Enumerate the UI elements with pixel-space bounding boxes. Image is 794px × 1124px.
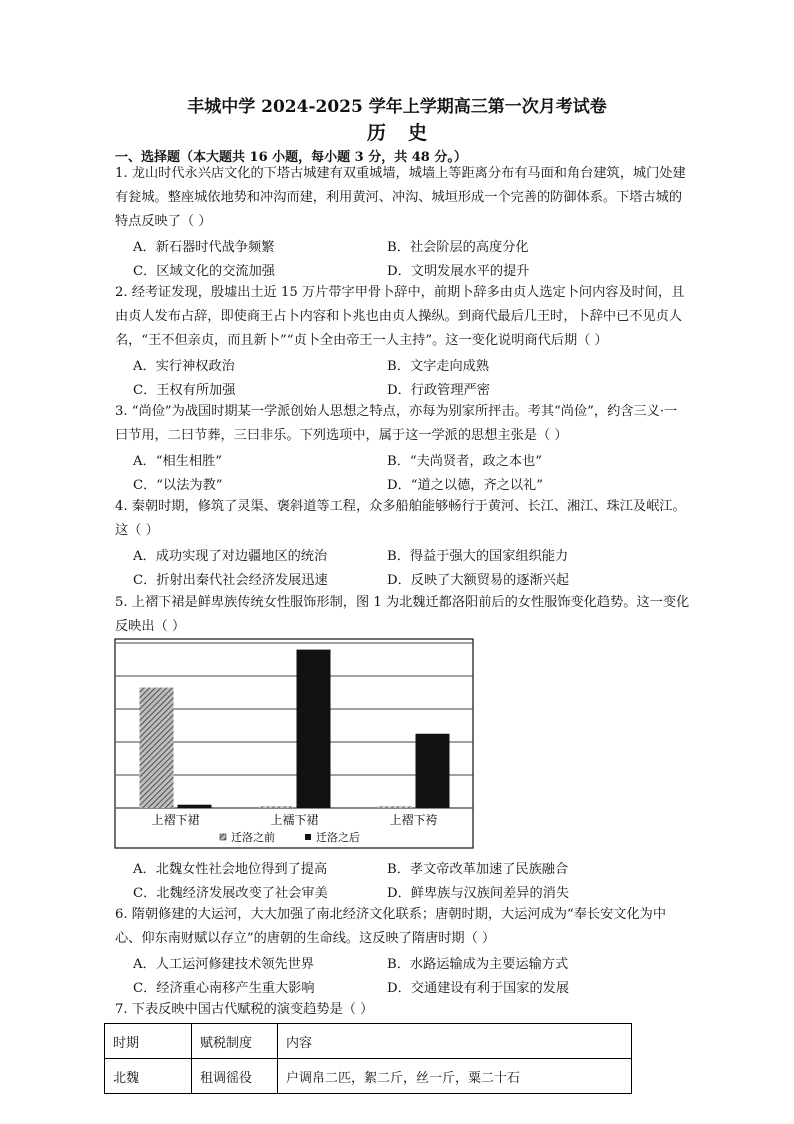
subject-title: 历史 [366,122,449,144]
exam-title: 丰城中学 2024-2025 学年上学期高三第一次月考试卷 [187,97,607,117]
q2-option-c: C．王权有所加强 [133,383,236,398]
clothing-bar-chart [114,638,476,850]
question-7-stem: 7. 下表反映中国古代赋税的演变趋势是（ ） [115,1002,374,1017]
category-label: 上襦下裙 [270,813,319,827]
q2-option-d: D．行政管理严密 [387,383,490,398]
table-row [105,1059,632,1094]
clothing-chart [114,638,476,850]
q4-option-b: B．得益于强大的国家组织能力 [387,549,569,564]
q3-option-d: D．“道之以德，齐之以礼” [387,478,543,493]
bar-after [178,805,212,808]
q3-option-a: A．“相生相胜” [133,454,222,469]
bar-before [378,806,412,808]
question-6-stem: 6. 隋朝修建的大运河，大大加强了南北经济文化联系；唐朝时期，大运河成为“奉长安文化为中心、仰东南财赋以存立”的唐朝的生命线。这反映了隋唐时期（ ） [115,907,667,946]
table-header-cell: 赋税制度 [192,1024,278,1059]
table-cell: 北魏 [105,1059,192,1094]
q3-option-c: C．“以法为教” [133,478,223,493]
bar-before [140,688,174,808]
q5-option-a: A．北魏女性社会地位得到了提高 [133,862,328,877]
category-label: 上褶下袴 [389,813,438,827]
question-2-stem: 2. 经考证发现，殷墟出土近 15 万片带字甲骨卜辞中，前期卜辞多由贞人选定卜问内容及时间，且由贞人发布占辞，即使商王占卜内容和卜兆也由贞人操纵。到商代最后几王时，卜辞中已不见贞人名，“王不但亲贞，而且新卜”“贞卜全由帝王一人主持”。这一变化说明商代后期（ ） [115,285,685,348]
legend-swatch-before [220,834,226,840]
q5-option-d: D．鲜卑族与汉族间差异的消失 [387,886,570,901]
q6-option-b: B．水路运输成为主要运输方式 [387,957,569,972]
question-5-stem: 5. 上褶下裙是鲜卑族传统女性服饰形制，图 1 为北魏迁都洛阳前后的女性服饰变化趋势。这一变化反映出（ ） [115,595,690,634]
table-header-cell: 内容 [278,1024,632,1059]
bar-before [259,806,293,808]
q1-option-c: C．区域文化的交流加强 [133,264,275,279]
legend-label-after: 迁洛之后 [316,831,360,844]
bar-after [297,650,331,808]
q1-option-d: D．文明发展水平的提升 [387,264,530,279]
q2-option-b: B．文字走向成熟 [387,359,490,374]
q4-option-d: D．反映了大额贸易的逐渐兴起 [387,573,570,588]
question-1-stem: 1. 龙山时代永兴店文化的下塔古城建有双重城墙，城墙上等距离分布有马面和角台建筑，城门处建有瓮城。整座城依地势和冲沟而建，利用黄河、冲沟、城垣形成一个完善的防御体系。下塔古城的特点反映了（ ） [115,166,686,229]
q1-option-b: B．社会阶层的高度分化 [387,240,529,255]
tax-table [104,1023,632,1094]
q5-option-c: C．北魏经济发展改变了社会审美 [133,886,328,901]
table-cell: 户调帛二匹，絮二斤，丝一斤，粟二十石 [278,1059,632,1094]
table-cell: 租调徭役 [192,1059,278,1094]
q6-option-d: D．交通建设有利于国家的发展 [387,981,570,996]
table-header-cell: 时期 [105,1024,192,1059]
question-3-stem: 3. “尚俭”为战国时期某一学派创始人思想之特点，亦每为别家所抨击。考其“尚俭”，约含三义·一曰节用，二曰节葬，三曰非乐。下列选项中，属于这一学派的思想主张是（ ） [115,404,678,443]
table-header-row [105,1024,632,1059]
bar-after [416,734,450,808]
q1-option-a: A．新石器时代战争频繁 [133,240,275,255]
q6-option-c: C．经济重心南移产生重大影响 [133,981,315,996]
legend-swatch-after [305,834,311,840]
q4-option-a: A．成功实现了对边疆地区的统治 [133,549,328,564]
q5-option-b: B．孝文帝改革加速了民族融合 [387,862,569,877]
legend-label-before: 迁洛之前 [231,831,275,844]
q4-option-c: C．折射出秦代社会经济发展迅速 [133,573,328,588]
category-label: 上褶下裙 [151,813,200,827]
q6-option-a: A．人工运河修建技术领先世界 [133,957,314,972]
section-heading: 一、选择题（本大题共 16 小题，每小题 3 分，共 48 分。） [115,150,467,165]
q2-option-a: A．实行神权政治 [133,359,235,374]
question-4-stem: 4. 秦朝时期，修筑了灵渠、褒斜道等工程，众多船舶能够畅行于黄河、长江、湘江、珠江及岷江。这（ ） [115,499,686,538]
q3-option-b: B．“夫尚贤者，政之本也” [387,454,543,469]
